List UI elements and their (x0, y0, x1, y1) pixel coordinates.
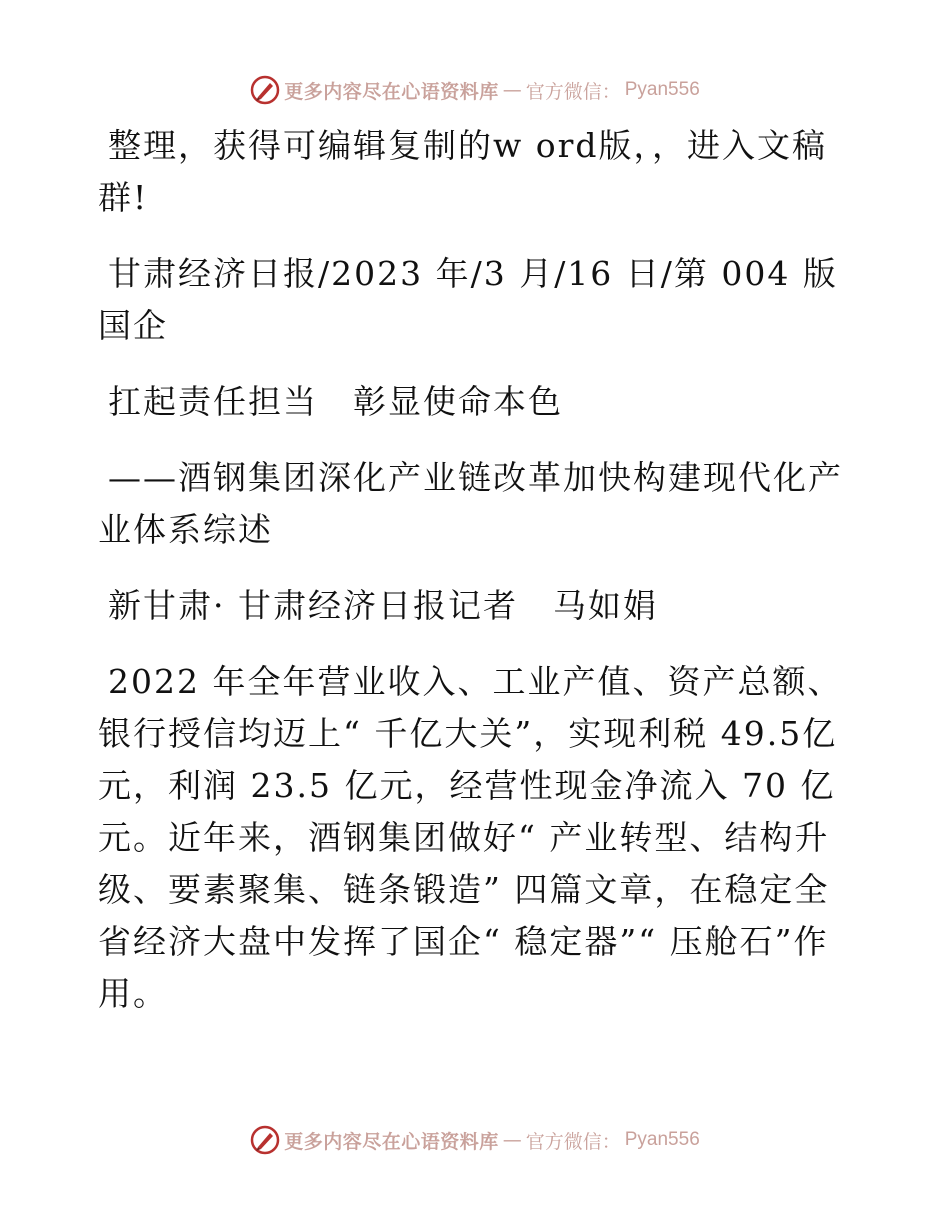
source-line: 甘肃经济日报/2023 年/3 月/16 日/第 004 版国企 (98, 254, 838, 345)
header-watermark (0, 70, 950, 110)
document-body (98, 120, 848, 1044)
watermark-wechat-id: Pyan556 (624, 1129, 700, 1150)
body-paragraph: 2022 年全年营业收入、工业产值、资产总额、银行授信均迈上“ 千亿大关”，实现利税 49.5亿元，利润 23.5 亿元，经营性现金净流入 70 亿元。近年来，酒钢集团做好“ 产业转型、结构升级、要素聚集、链条锻造” 四篇文章，在稳定全省经济大盘中发挥了国企“ 稳定器”“ 压舱石”作用。 (98, 662, 843, 1013)
pen-logo-icon (250, 75, 280, 105)
watermark-text: 更多内容尽在心语资料库 (284, 80, 499, 103)
watermark-wechat-label: 官方微信： (525, 1130, 621, 1153)
watermark-wechat-label: 官方微信： (525, 80, 621, 103)
watermark-text: 更多内容尽在心语资料库 (284, 1130, 499, 1153)
watermark-wechat-id: Pyan556 (624, 79, 700, 100)
intro-paragraph: 整理，获得可编辑复制的w ord版，，进入文稿群! (98, 126, 828, 217)
pen-logo-icon (250, 1125, 280, 1155)
byline: 新甘肃· 甘肃经济日报记者 马如娟 (108, 586, 658, 625)
watermark-separator: — (502, 79, 522, 101)
article-subtitle: ——酒钢集团深化产业链改革加快构建现代化产业体系综述 (98, 458, 843, 549)
footer-watermark (0, 1120, 950, 1160)
article-title: 扛起责任担当 彰显使命本色 (108, 382, 563, 421)
watermark-separator: — (502, 1129, 522, 1151)
